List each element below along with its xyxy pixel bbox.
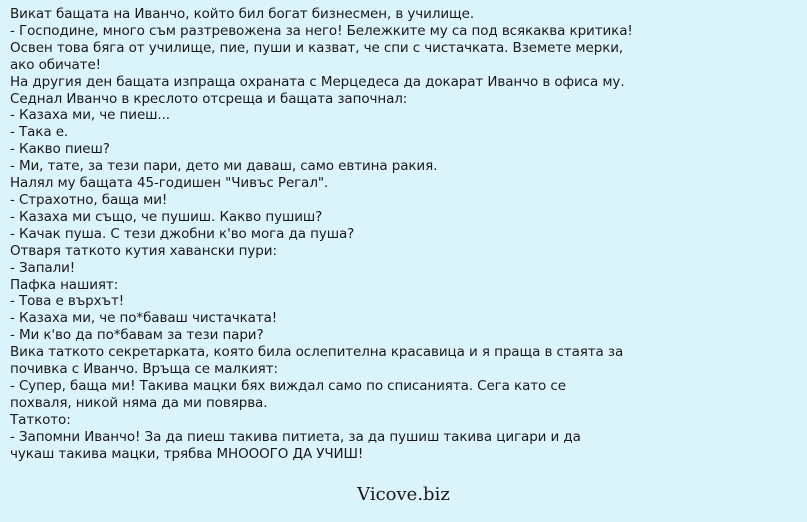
joke-line: Отваря таткото кутия хавански пури: [10, 242, 277, 259]
joke-line: почивка с Иванчо. Връща се малкият: [10, 361, 278, 378]
joke-line: - Запомни Иванчо! За да пиеш такива питиета, за да пушиш такива цигари и да [10, 428, 581, 445]
joke-line: - Така е. [10, 124, 69, 141]
joke-line: - Ми к'во да по*бавам за тези пари? [10, 327, 264, 344]
joke-line: - Казаха ми, че по*баваш чистачката! [10, 310, 278, 327]
joke-line: - Казаха ми също, че пушиш. Какво пушиш? [10, 208, 323, 225]
joke-line: Седнал Иванчо в креслото отсреща и бащата започнал: [10, 90, 408, 107]
joke-line: похваля, никой няма да ми повярва. [10, 394, 268, 411]
joke-line: ако обичате! [10, 56, 101, 73]
joke-line: - Какво пиеш? [10, 141, 110, 158]
joke-line: - Запали! [10, 259, 76, 276]
joke-line: - Супер, баща ми! Такива мацки бях виждал само по списанията. Сега като се [10, 377, 566, 394]
joke-line: Пафка нашият: [10, 276, 119, 293]
joke-line: - Качак пуша. С тези джобни к'во мога да пуша? [10, 225, 355, 242]
joke-line: - Страхотно, баща ми! [10, 191, 168, 208]
joke-line: - Казаха ми, че пиеш... [10, 107, 170, 124]
joke-line: Вика таткото секретарката, която била ослепителна красавица и я праща в стаята за [10, 344, 624, 361]
joke-line: На другия ден бащата изпраща охраната с Мерцедеса да докарат Иванчо в офиса му. [10, 73, 625, 90]
joke-line: Освен това бяга от училище, пие, пуши и казват, че спи с чистачката. Вземете мерки, [10, 39, 624, 56]
joke-line: - Ми, тате, за тези пари, дето ми даваш, само евтина ракия. [10, 158, 438, 175]
joke-line: Налял му бащата 45-годишен "Чивъс Регал". [10, 175, 329, 192]
joke-line: Таткото: [10, 411, 71, 428]
joke-line: чукаш такива мацки, трябва МНОООГО ДА УЧИШ! [10, 445, 364, 462]
joke-text [10, 6, 633, 462]
site-watermark: Vicove.biz [357, 484, 450, 505]
joke-line: Викат бащата на Иванчо, който бил богат бизнесмен, в училище. [10, 6, 475, 22]
joke-line: - Господине, много съм разтревожена за него! Бележките му са под всякаква критика! [10, 22, 633, 39]
joke-line: - Това е върхът! [10, 293, 125, 310]
